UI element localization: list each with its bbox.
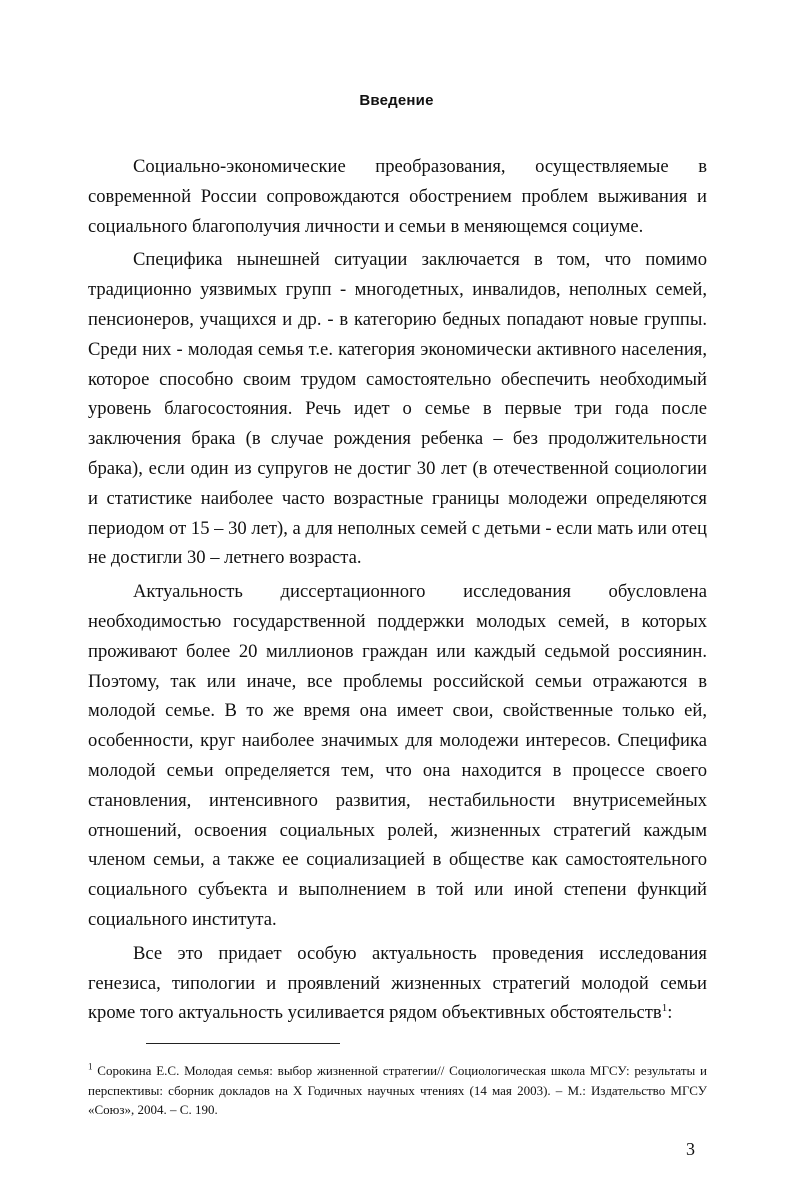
footnote-separator	[146, 1043, 340, 1044]
footnote-reference: 1	[661, 1002, 668, 1015]
paragraph-4-tail: :	[667, 1002, 673, 1024]
footnote-marker: 1	[88, 1061, 93, 1072]
footnote	[88, 1061, 707, 1120]
body-text	[88, 152, 707, 1028]
footnote-text: Сорокина Е.С. Молодая семья: выбор жизненной стратегии// Социологическая школа МГСУ: результаты и перспективы: сборник докладов на X Годичных научных чтениях (14 мая 2003). – М.: Издательство МГСУ «Союз», 2004. – С. 190.	[88, 1063, 707, 1117]
paragraph-4	[88, 939, 707, 1028]
paragraph-2: Специфика нынешней ситуации заключается в том, что помимо традиционно уязвимых групп - многодетных, инвалидов, неполных семей, пенсионеров, учащихся и др. - в категорию бедных попадают новые группы. Среди них - молодая семья т.е. категория экономически активного населения, которое способно своим трудом самостоятельно обеспечить необходимый уровень благосостояния. Речь идет о семье в первые три года после заключения брака (в случае рождения ребенка – без продолжительности брака), если один из супругов не достиг 30 лет (в отечественной социологии и статистике наиболее часто возрастные границы молодежи определяются периодом от 15 – 30 лет), а для неполных семей с детьми - если мать или отец не достигли 30 – летнего возраста.	[88, 249, 707, 569]
paragraph-3: Актуальность диссертационного исследования обусловлена необходимостью государственной поддержки молодых семей, в которых проживают более 20 миллионов граждан или каждый седьмой россиянин. Поэтому, так или иначе, все проблемы российской семьи отражаются в молодой семье. В то же время она имеет свои, свойственные только ей, особенности, круг наиболее значимых для молодежи интересов. Специфика молодой семьи определяется тем, что она находится в процессе своего становления, интенсивного развития, нестабильности внутрисемейных отношений, освоения социальных ролей, жизненных стратегий каждым членом семьи, а также ее социализацией в обществе как самостоятельного социального субъекта и выполнением в той или иной степени функций социального института.	[88, 581, 707, 930]
page-number: 3	[686, 1139, 695, 1159]
section-heading: Введение	[359, 92, 434, 109]
paragraph-4-text: Все это придает особую актуальность проведения исследования генезиса, типологии и проявлений жизненных стратегий молодой семьи кроме того актуальность усиливается рядом объективных обстоятельств	[88, 942, 707, 1024]
paragraph-1: Социально-экономические преобразования, осуществляемые в современной России сопровождаются обострением проблем выживания и социального благополучия личности и семьи в меняющемся социуме.	[88, 156, 707, 237]
